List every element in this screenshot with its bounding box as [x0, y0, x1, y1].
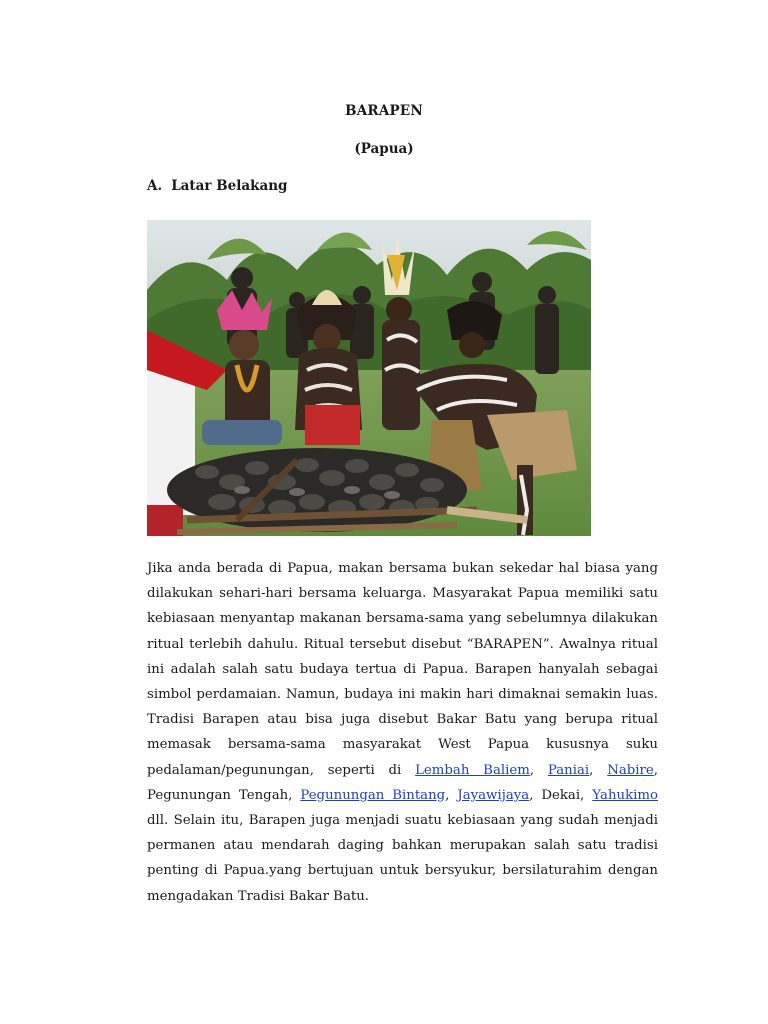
paragraph-text: ,	[589, 762, 608, 778]
link-jayawijaya[interactable]: Jayawijaya	[457, 787, 530, 803]
section-number: A.	[147, 178, 163, 194]
document-subtitle: (Papua)	[354, 141, 414, 157]
paragraph-text: ,	[529, 762, 548, 778]
link-pegunungan-bintang[interactable]: Pegunungan Bintang	[300, 787, 446, 803]
body-paragraph	[147, 556, 658, 909]
link-paniai[interactable]: Paniai	[547, 762, 590, 778]
section-heading	[147, 178, 287, 194]
paragraph-text: , Dekai,	[529, 787, 593, 803]
link-lembah-baliem[interactable]: Lembah Baliem	[415, 762, 530, 778]
link-yahukimo[interactable]: Yahukimo	[592, 787, 658, 803]
link-nabire[interactable]: Nabire	[607, 762, 654, 778]
paragraph-text: ,	[445, 787, 458, 803]
barapen-ritual-photo	[147, 220, 591, 536]
paragraph-text: , Pegunungan Tengah,	[147, 762, 658, 803]
paragraph-text: dll. Selain itu, Barapen juga menjadi suatu kebiasaan yang sudah menjadi permanen atau mendarah daging bahkan merupakan salah satu tradisi penting di Papua.yang bertujuan untuk bersyukur, bersilaturahim dengan mengadakan Tradisi Bakar Batu.	[147, 813, 658, 904]
paragraph-text: Jika anda berada di Papua, makan bersama bukan sekedar hal biasa yang dilakukan sehari-hari bersama keluarga. Masyarakat Papua memiliki satu kebiasaan menyantap makanan bersama-sama yang sebelumnya dilakukan ritual terlebih dahulu. Ritual tersebut disebut “BARAPEN”. Awalnya ritual ini adalah salah satu budaya tertua di Papua. Barapen hanyalah sebagai simbol perdamaian. Namun, budaya ini makin hari dimaknai semakin luas. Tradisi Barapen atau bisa juga disebut Bakar Batu yang berupa ritual memasak bersama-sama masyarakat West Papua kususnya suku pedalaman/pegunungan, seperti di	[147, 561, 658, 778]
document-title: BARAPEN	[345, 103, 423, 119]
section-heading-text: Latar Belakang	[171, 178, 288, 194]
